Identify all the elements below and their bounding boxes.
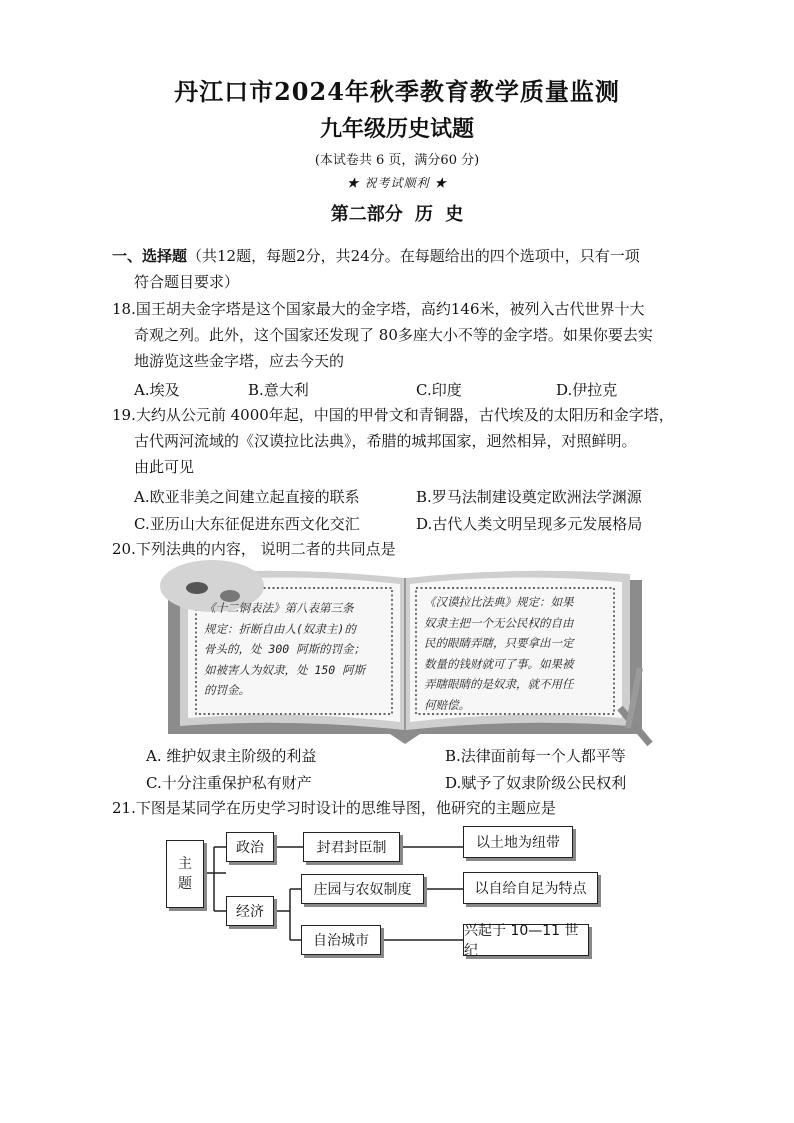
mindmap-root: 主 题 [166, 840, 204, 908]
book-left-line: 骨头的，处 300 阿斯的罚金； [204, 642, 366, 656]
book-right-line: 民的眼睛弄瞎，只要拿出一定 [424, 636, 574, 650]
q18-line1: 18.国王胡夫金字塔是这个国家最大的金字塔，高约146米，被列入古代世界十大 [112, 300, 645, 318]
q20-line1: 20.下列法典的内容， 说明二者的共同点是 [112, 540, 396, 558]
q19-option-b[interactable]: B.罗马法制建设奠定欧洲法学渊源 [416, 488, 642, 506]
book-right-line: 何赔偿。 [424, 697, 470, 712]
book-right-line: 数量的钱财就可了事。如果被 [424, 656, 574, 671]
book-left-line: 的罚金。 [204, 683, 250, 697]
section-header [112, 247, 640, 265]
mindmap-manor: 庄园与农奴制度 [301, 874, 424, 904]
book-right-line: 《汉谟拉比法典》规定：如果 [424, 595, 574, 609]
q18-option-c[interactable]: C.印度 [416, 381, 462, 399]
q19-option-c[interactable]: C.亚历山大东征促进东西文化交汇 [134, 515, 360, 533]
q19-line2: 古代两河流域的《汉谟拉比法典》，希腊的城邦国家，迥然相异，对照鲜明。 [134, 432, 637, 450]
book-left-page [204, 598, 394, 701]
part-title: 第二部分 历 史 [330, 204, 464, 225]
q20-option-d[interactable]: D.赋予了奴隶阶级公民权利 [445, 774, 627, 792]
q20-option-a[interactable]: A. 维护奴隶主阶级的利益 [146, 747, 317, 765]
exam-note: (本试卷共 6 页，满分60 分) [314, 153, 480, 168]
q19-option-d[interactable]: D.古代人类文明呈现多元发展格局 [416, 515, 643, 533]
book-left-line: 如被害人为奴隶，处 150 阿斯 [204, 662, 366, 677]
book-left-line: 规定：折断自由人(奴隶主)的 [204, 621, 356, 636]
mindmap-politics: 政治 [226, 832, 274, 862]
mindmap-city: 自治城市 [301, 925, 381, 955]
exam-title: 丹江口市2024年秋季教育教学质量监测 [174, 77, 620, 106]
mindmap-economy: 经济 [226, 896, 274, 926]
q18-line2: 奇观之列。此外，这个国家还发现了 80多座大小不等的金字塔。如果你要去实 [134, 326, 653, 344]
q20-option-c[interactable]: C.十分注重保护私有财产 [146, 774, 312, 792]
q19-line1: 19.大约从公元前 4000年起，中国的甲骨文和青铜器，古代埃及的太阳历和金字塔， [112, 406, 674, 424]
exam-wish: ★ 祝考试顺利 ★ [346, 176, 448, 190]
q21-line1: 21.下图是某同学在历史学习时设计的思维导图，他研究的主题应是 [112, 799, 556, 817]
book-right-line: 奴隶主把一个无公民权的自由 [424, 615, 574, 630]
q18-option-a[interactable]: A.埃及 [134, 381, 180, 399]
book-right-line: 弄瞎眼睛的是奴隶，就不用任 [424, 677, 574, 691]
q18-line3: 地游览这些金字塔，应去今天的 [134, 352, 345, 370]
section-desc: （共12题，每题2分，共24分。在每题给出的四个选项中，只有一项 [187, 247, 640, 265]
mindmap-rise: 兴起于 10—11 世纪 [463, 924, 589, 956]
q20-option-b[interactable]: B.法律面前每一个人都平等 [445, 747, 626, 765]
book-left-line: 《十二铜表法》第八表第三条 [204, 601, 354, 615]
section-desc-cont: 符合题目要求） [134, 273, 240, 291]
q19-line3: 由此可见 [134, 458, 195, 476]
exam-subtitle: 九年级历史试题 [319, 116, 474, 142]
book-illustration [150, 558, 660, 748]
mindmap-selfsuff: 以自给自足为特点 [463, 872, 598, 904]
q19-option-a[interactable]: A.欧亚非美之间建立起直接的联系 [134, 488, 360, 506]
mindmap-land: 以土地为纽带 [463, 826, 573, 858]
mindmap-feudal: 封君封臣制 [303, 832, 400, 862]
book-right-page [424, 592, 620, 715]
section-label: 一、选择题 [112, 247, 188, 265]
q18-option-d[interactable]: D.伊拉克 [556, 381, 618, 399]
q18-option-b[interactable]: B.意大利 [248, 381, 309, 399]
